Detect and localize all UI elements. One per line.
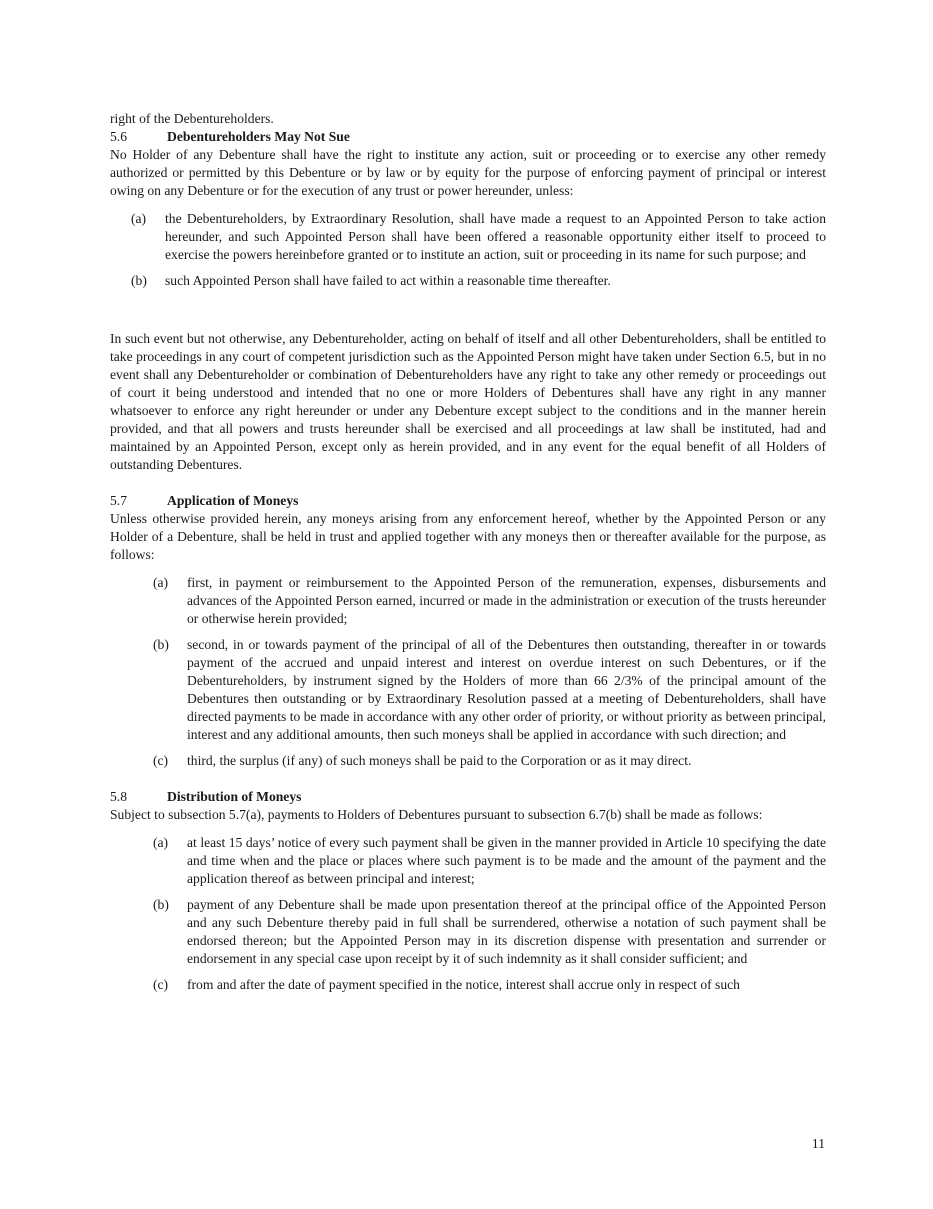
section-number: 5.8	[110, 789, 127, 804]
list-item	[110, 636, 826, 744]
section-title: Application of Moneys	[167, 493, 299, 508]
item-text: first, in payment or reimbursement to the Appointed Person of the remuneration, expenses, disbursements and advances of the Appointed Person earned, incurred or made in the administration or execution of the trusts hereunder or otherwise herein provided;	[187, 575, 826, 626]
section-intro: Subject to subsection 5.7(a), payments to Holders of Debentures pursuant to subsection 6.7(b) shall be made as follows:	[110, 807, 763, 822]
section-5-7	[110, 492, 826, 770]
item-text: such Appointed Person shall have failed to act within a reasonable time thereafter.	[165, 273, 611, 288]
clause-list	[110, 210, 826, 290]
item-label: (b)	[131, 273, 147, 288]
section-5-6	[110, 128, 826, 474]
item-label: (b)	[153, 897, 169, 912]
section-title: Distribution of Moneys	[167, 789, 302, 804]
section-number: 5.7	[110, 493, 127, 508]
list-item	[110, 752, 826, 770]
section-heading	[110, 788, 826, 806]
section-intro: Unless otherwise provided herein, any moneys arising from any enforcement hereof, whether by the Appointed Person or any Holder of a Debenture, shall be held in trust and applied together with any moneys then or thereafter available for the purpose, as follows:	[110, 511, 826, 562]
list-item	[110, 976, 826, 994]
continuation-text: right of the Debentureholders.	[110, 111, 274, 126]
item-text: third, the surplus (if any) of such moneys shall be paid to the Corporation or as it may direct.	[187, 753, 692, 768]
item-label: (a)	[153, 835, 169, 850]
item-text: payment of any Debenture shall be made upon presentation thereof at the principal office of the Appointed Person and any such Debenture thereby paid in full shall be surrendered, otherwise a notation of such payment shall be endorsed thereon; but the Appointed Person may in its discretion dispense with presentation and surrender or endorsement in any special case upon receipt by it of such indemnity as it shall consider sufficient; and	[187, 897, 826, 966]
list-item	[110, 896, 826, 968]
section-5-8	[110, 788, 826, 994]
list-item	[110, 574, 826, 628]
item-label: (b)	[153, 637, 169, 652]
clause-list	[110, 834, 826, 994]
item-text: from and after the date of payment specified in the notice, interest shall accrue only in respect of such	[187, 977, 740, 992]
section-number: 5.6	[110, 129, 127, 144]
item-label: (c)	[153, 977, 169, 992]
section-heading	[110, 492, 826, 510]
section-intro: No Holder of any Debenture shall have the right to institute any action, suit or proceeding or to exercise any other remedy authorized or permitted by this Debenture or by law or by equity for the purpose of enforcing payment of principal or interest owing on any Debenture or for the execution of any trust or power hereunder, unless:	[110, 147, 826, 198]
section-heading	[110, 128, 826, 146]
item-text: second, in or towards payment of the principal of all of the Debentures then outstanding, thereafter in or towards payment of the accrued and unpaid interest and interest on overdue interest on such Debentures, or if the Debentureholders, by instrument signed by the Holders of more than 66 2/3% of the principal amount of the Debentures then outstanding or by Extraordinary Resolution passed at a meeting of Debentureholders, shall have directed payments to be made in accordance with any other order of priority, or without priority as between principal, interest and any additional amounts, then such moneys shall be applied in accordance with such direction; and	[187, 637, 826, 742]
item-label: (a)	[153, 575, 169, 590]
clause-list	[110, 574, 826, 770]
list-item	[110, 834, 826, 888]
item-text: the Debentureholders, by Extraordinary Resolution, shall have made a request to an Appointed Person to take action hereunder, and such Appointed Person shall have been offered a reasonable opportunity either itself to proceed to exercise the powers hereinbefore granted or to institute an action, suit or proceeding in its name for such purpose; and	[165, 211, 826, 262]
item-text: at least 15 days’ notice of every such payment shall be given in the manner provided in Article 10 specifying the date and time when and the place or places where such payment is to be made and the amount of the payment and the application thereof as between principal and interest;	[187, 835, 826, 886]
list-item	[110, 272, 826, 290]
section-closing: In such event but not otherwise, any Debentureholder, acting on behalf of itself and all other Debentureholders, shall be entitled to take proceedings in any court of competent jurisdiction such as the Appointed Person might have taken under Section 6.5, but in no event shall any Debentureholder or combination of Debentureholders have any right to take any other remedy or proceedings out of court it being understood and intended that no one or more Holders of Debentures shall have any right in any manner whatsoever to enforce any right hereunder or under any Debenture except subject to the conditions and in the manner herein provided, and that all powers and trusts hereunder shall be exercised and all proceedings at law shall be instituted, had and maintained by an Appointed Person, except only as herein provided, and in any event for the equal benefit of all Holders of outstanding Debentures.	[110, 331, 826, 472]
item-label: (a)	[131, 211, 147, 226]
page-number: 11	[811, 1136, 825, 1151]
document-page	[110, 110, 826, 1002]
list-item	[110, 210, 826, 264]
item-label: (c)	[153, 753, 169, 768]
section-title: Debentureholders May Not Sue	[167, 129, 350, 144]
